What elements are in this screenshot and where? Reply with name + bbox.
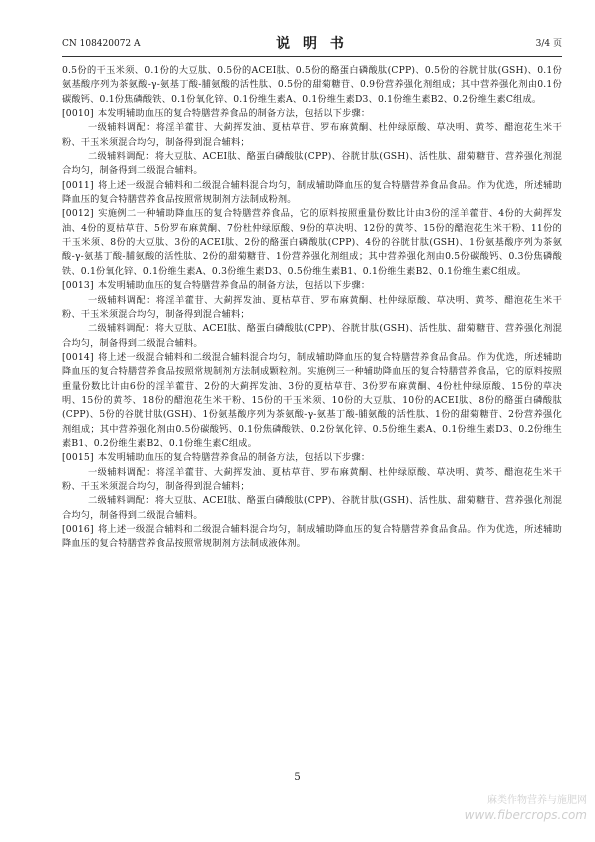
paragraph (62, 179, 562, 208)
paragraph-text: 一级辅料调配：将淫羊藿苷、大蓟挥发油、夏枯草苷、罗布麻黄酮、杜仲绿原酸、草决明、黄芩、醋泡花生米干粉、干玉米须混合均匀，制备得到混合辅料； (62, 466, 562, 492)
paragraph-text: 将上述一级混合辅料和二级混合辅料混合均匀，制成辅助降血压的复合特膳营养食品食品。作为优选，所述辅助降血压的复合特膳营养食品按照常规制剂方法制成粉剂。 (62, 179, 562, 206)
paragraph-number: [0011] (62, 179, 94, 191)
paragraph-number: [0014] (62, 351, 94, 363)
header-divider (62, 56, 562, 57)
page-header (62, 34, 562, 54)
paragraph-text: 一级辅料调配：将淫羊藿苷、大蓟挥发油、夏枯草苷、罗布麻黄酮、杜仲绿原酸、草决明、黄芩、醋泡花生米干粉、干玉米须混合均匀，制备得到混合辅料； (62, 122, 562, 148)
paragraph (62, 207, 562, 279)
paragraph (62, 279, 562, 293)
paragraph-text: 0.5份的干玉米须、0.1份的大豆肽、0.5份的ACEI肽、0.5份的酪蛋白磷酸肽(CPP)、0.5份的谷胱甘肽(GSH)、0.1份氨基酸序列为茶氨酸-γ-氨基丁酸-脯氨酸的活性肽、0.5份的甜菊糖苷、0.9份营养强化剂组成；其中营养强化剂由0.1份碳酸钙、0.1份焦磷酸铁、0.1份氧化锌、0.1份维生素A、0.1份维生素D3、0.1份维生素B2、0.2份维生素C组成。 (62, 65, 562, 105)
paragraph (62, 466, 562, 495)
paragraph-number: [0012] (62, 208, 94, 220)
paragraph-text: 本发明辅助血压的复合特膳营养食品的制备方法，包括以下步骤： (98, 280, 371, 292)
paragraph-text: 将上述一级混合辅料和二级混合辅料混合均匀，制成辅助降血压的复合特膳营养食品食品。作为优选，所述辅助降血压的复合特膳营养食品按照常规制剂方法制成颗粒剂。实施例三一种辅助降血压的复合特膳营养食品，它的原料按照重量份数比计由6份的淫羊藿苷、2份的大蓟挥发油、3份的夏枯草苷、3份罗布麻黄酮、4份杜仲绿原酸、15份的草决明、15份的黄芩、18份的醋泡花生米干粉、15份的干玉米须、10份的大豆肽、10份的ACEI肽、8份的酪蛋白磷酸肽(CPP)、5份的谷胱甘肽(GSH)、1份氨基酸序列为茶氨酸-γ-氨基丁酸-脯氨酸的活性肽、1份的甜菊糖苷、2份营养强化剂组成；其中营养强化剂由0.5份碳酸钙、0.1份焦磷酸铁、0.2份氧化锌、0.5份维生素A、0.1份维生素D3、0.2份维生素B1、0.2份维生素B2、0.1份维生素C组成。 (62, 351, 562, 449)
paragraph-text: 二级辅料调配：将大豆肽、ACEI肽、酪蛋白磷酸肽(CPP)、谷胱甘肽(GSH)、活性肽、甜菊糖苷、营养强化剂混合均匀，制备得到二级混合辅料。 (62, 495, 562, 521)
paragraph-text: 将上述一级混合辅料和二级混合辅料混合均匀，制成辅助降血压的复合特膳营养食品食品。作为优选，所述辅助降血压的复合特膳营养食品按照常规制剂方法制成液体剂。 (62, 524, 562, 550)
paragraph-number: [0010] (62, 108, 94, 120)
document-title: 说 明 书 (276, 36, 348, 52)
watermark-url: www.fibercrops.com (464, 808, 587, 822)
patent-number: CN 108420072 A (62, 39, 141, 49)
paragraph (62, 322, 562, 351)
paragraph (62, 107, 562, 121)
paragraph (62, 150, 562, 179)
paragraph-number: [0016] (62, 524, 94, 535)
paragraph (62, 121, 562, 150)
document-body (62, 64, 562, 552)
page-number: 5 (294, 772, 301, 783)
page-count: 3/4 页 (535, 39, 562, 49)
watermark-site-name: 麻类作物营养与施肥网 (487, 795, 587, 806)
paragraph-text: 实施例二一种辅助降血压的复合特膳营养食品，它的原料按照重量份数比计由3份的淫羊藿苷、4份的大蓟挥发油、4份的夏枯草苷、5份罗布麻黄酮、7份杜仲绿原酸、9份的草决明、12份的黄芩、15份的醋泡花生米干粉、11份的干玉米须、8份的大豆肽、3份的ACEI肽、2份的酪蛋白磷酸肽(CPP)、4份的谷胱甘肽(GSH)、1份氨基酸序列为茶氨酸-γ-氨基丁酸-脯氨酸的活性肽、2份的甜菊糖苷、1份营养强化剂组成；其中营养强化剂由0.5份碳酸钙、0.3份焦磷酸铁、0.1份氧化锌、0.1份维生素A、0.3份维生素D3、0.5份维生素B1、0.1份维生素B2、0.1份维生素C组成。 (62, 208, 562, 277)
paragraph (62, 351, 562, 451)
paragraph (62, 451, 562, 465)
paragraph-text: 二级辅料调配：将大豆肽、ACEI肽、酪蛋白磷酸肽(CPP)、谷胱甘肽(GSH)、活性肽、甜菊糖苷、营养强化剂混合均匀，制备得到二级混合辅料。 (62, 323, 562, 349)
paragraph-text: 一级辅料调配：将淫羊藿苷、大蓟挥发油、夏枯草苷、罗布麻黄酮、杜仲绿原酸、草决明、黄芩、醋泡花生米干粉、干玉米须混合均匀，制备得到混合辅料； (62, 294, 562, 320)
paragraph (62, 294, 562, 323)
paragraph (62, 64, 562, 107)
paragraph (62, 494, 562, 523)
paragraph-text: 二级辅料调配：将大豆肽、ACEI肽、酪蛋白磷酸肽(CPP)、谷胱甘肽(GSH)、活性肽、甜菊糖苷、营养强化剂混合均匀，制备得到二级混合辅料。 (62, 151, 562, 177)
paragraph-text: 本发明辅助血压的复合特膳营养食品的制备方法，包括以下步骤： (98, 452, 371, 464)
paragraph-number: [0015] (62, 452, 94, 464)
paragraph-number: [0013] (62, 280, 94, 292)
paragraph (62, 523, 562, 552)
watermark (447, 794, 587, 822)
paragraph-text: 本发明辅助血压的复合特膳营养食品的制备方法，包括以下步骤： (98, 108, 371, 120)
